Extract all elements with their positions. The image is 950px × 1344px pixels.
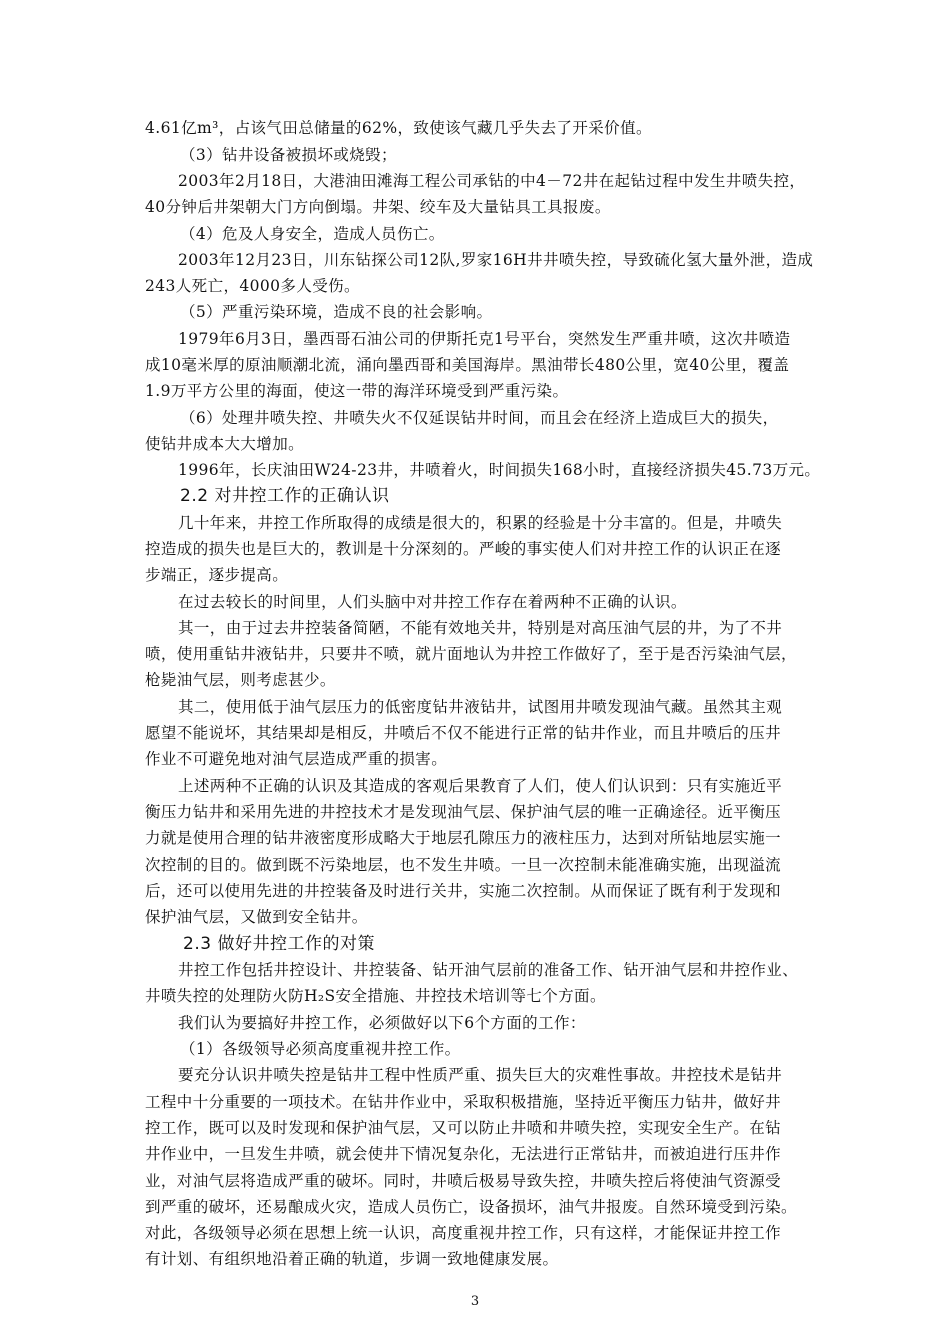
text-line: 其一，由于过去井控装备简陋，不能有效地关井，特别是对高压油气层的井，为了不井 [178, 619, 783, 637]
text-line: 到严重的破坏，还易酿成火灾，造成人员伤亡，设备损坏，油气井报废。自然环境受到污染。 [145, 1198, 797, 1216]
text-line: 枪毙油气层，则考虑甚少。 [145, 671, 336, 689]
text-line: 在过去较长的时间里，人们头脑中对井控工作存在着两种不正确的认识。 [178, 593, 687, 611]
text-line: 243人死亡，4000多人受伤。 [145, 277, 360, 295]
text-line: 成10毫米厚的原油顺潮北流，涌向墨西哥和美国海岸。黑油带长480公里，宽40公里，覆盖 [145, 356, 790, 374]
text-line: 其二，使用低于油气层压力的低密度钻井液钻井，试图用井喷发现油气藏。虽然其主观 [178, 698, 783, 716]
text-line: 要充分认识井喷失控是钻井工程中性质严重、损失巨大的灾难性事故。井控技术是钻井 [178, 1066, 783, 1084]
text-line: 有计划、有组织地沿着正确的轨道，步调一致地健康发展。 [145, 1250, 559, 1268]
text-line: 使钻井成本大大增加。 [145, 435, 305, 453]
text-line: 井作业中，一旦发生井喷，就会使井下情况复杂化，无法进行正常钻井，而被迫进行压井作 [145, 1145, 782, 1163]
text-line: 步端正，逐步提高。 [145, 566, 289, 584]
text-line: 力就是使用合理的钻井液密度形成略大于地层孔隙压力的液柱压力，达到对所钻地层实施一 [145, 829, 782, 847]
text-line: 2003年2月18日，大港油田滩海工程公司承钻的中4－72井在起钻过程中发生井喷失控， [178, 172, 806, 190]
text-line: 衡压力钻井和采用先进的井控技术才是发现油气层、保护油气层的唯一正确途径。近平衡压 [145, 803, 782, 821]
section-heading-2-3: 2.3 做好井控工作的对策 [183, 934, 375, 954]
text-line: 保护油气层，又做到安全钻井。 [145, 908, 368, 926]
text-line: 40分钟后井架朝大门方向倒塌。井架、绞车及大量钻具工具报废。 [145, 198, 611, 216]
text-line: 后，还可以使用先进的井控装备及时进行关井，实施二次控制。从而保证了既有利于发现和 [145, 882, 782, 900]
text-line: 作业不可避免地对油气层造成严重的损害。 [145, 750, 448, 768]
text-line: 几十年来，井控工作所取得的成绩是很大的，积累的经验是十分丰富的。但是，井喷失 [178, 514, 783, 532]
text-line: 控工作，既可以及时发现和保护油气层，又可以防止井喷和井喷失控，实现安全生产。在钻 [145, 1119, 782, 1137]
text-line: 愿望不能说坏，其结果却是相反，井喷后不仅不能进行正常的钻井作业，而且井喷后的压井 [145, 724, 782, 742]
text-line: 次控制的目的。做到既不污染地层，也不发生井喷。一旦一次控制未能准确实施，出现溢流 [145, 856, 782, 874]
list-item-3: （3）钻井设备被损坏或烧毁； [180, 146, 397, 164]
list-item-6: （6）处理井喷失控、井喷失火不仅延误钻井时间，而且会在经济上造成巨大的损失， [180, 409, 779, 427]
list-item-1: （1）各级领导必须高度重视井控工作。 [180, 1040, 461, 1058]
section-heading-2-2: 2.2 对井控工作的正确认识 [180, 486, 390, 506]
text-line: 井喷失控的处理防火防H₂S安全措施、井控技术培训等七个方面。 [145, 987, 606, 1005]
text-line: 1.9万平方公里的海面，使这一带的海洋环境受到严重污染。 [145, 382, 569, 400]
text-line: 4.61亿m³，占该气田总储量的62%，致使该气藏几乎失去了开采价值。 [145, 119, 652, 137]
text-line: 井控工作包括井控设计、井控装备、钻开油气层前的准备工作、钻开油气层和井控作业、 [178, 961, 799, 979]
text-line: 工程中十分重要的一项技术。在钻井作业中，采取积极措施，坚持近平衡压力钻井，做好井 [145, 1093, 782, 1111]
list-item-5: （5）严重污染环境，造成不良的社会影响。 [180, 303, 493, 321]
text-line: 业，对油气层将造成严重的破坏。同时，井喷后极易导致失控，井喷失控后将使油气资源受 [145, 1172, 782, 1190]
text-line: 1979年6月3日，墨西哥石油公司的伊斯托克1号平台，突然发生严重井喷，这次井喷造 [178, 330, 791, 348]
list-item-4: （4）危及人身安全，造成人员伤亡。 [180, 225, 445, 243]
text-line: 控造成的损失也是巨大的，教训是十分深刻的。严峻的事实使人们对井控工作的认识正在逐 [145, 540, 782, 558]
text-line: 2003年12月23日，川东钻探公司12队,罗家16H井井喷失控，导致硫化氢大量外泄，造成 [178, 251, 814, 269]
text-line: 喷，使用重钻井液钻井，只要井不喷，就片面地认为井控工作做好了，至于是否污染油气层， [145, 645, 797, 663]
text-line: 我们认为要搞好井控工作，必须做好以下6个方面的工作： [178, 1014, 586, 1032]
text-line: 上述两种不正确的认识及其造成的客观后果教育了人们，使人们认识到：只有实施近平 [178, 777, 783, 795]
text-line: 1996年，长庆油田W24-23井，井喷着火，时间损失168小时，直接经济损失45.73万元。 [178, 461, 821, 479]
page-number: 3 [470, 1294, 480, 1309]
text-line: 对此，各级领导必须在思想上统一认识，高度重视井控工作，只有这样，才能保证井控工作 [145, 1224, 782, 1242]
